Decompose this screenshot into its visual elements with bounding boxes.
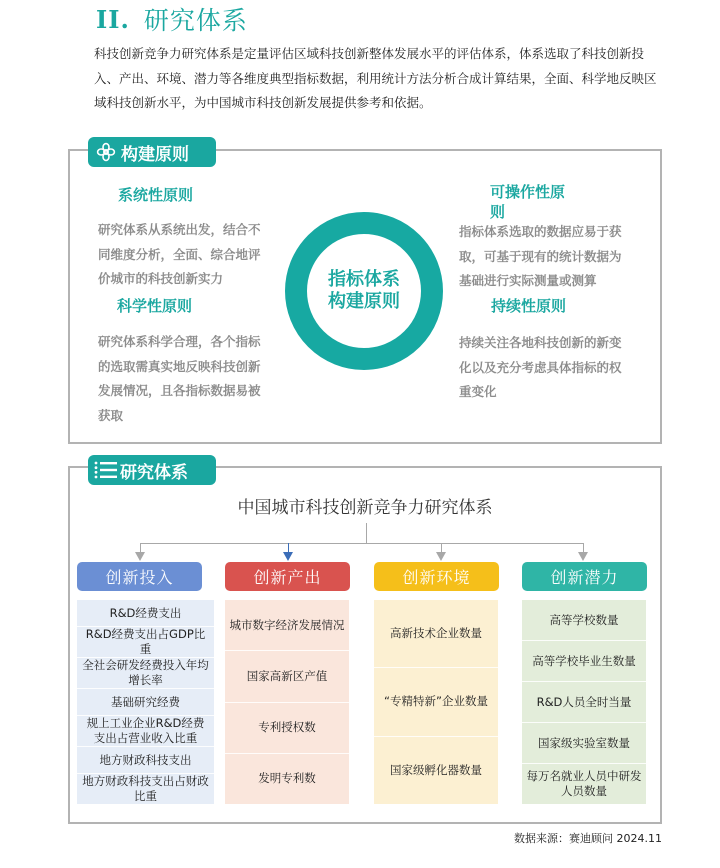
principle-sustainable-body: 持续关注各地科技创新的新变化以及充分考虑具体指标的权重变化 [459, 335, 622, 399]
system-badge-label: 研究体系 [120, 462, 188, 483]
indicator-cell: “专精特新”企业数量 [374, 668, 498, 736]
indicator-cell: 地方财政科技支出 [77, 747, 214, 774]
principle-scientific-title: 科学性原则 [117, 297, 193, 315]
indicator-cell: 国家级孵化器数量 [374, 737, 498, 804]
category-potential-column [522, 600, 646, 804]
category-input-column [77, 600, 214, 804]
section-heading: 研究体系 [143, 6, 248, 35]
indicator-cell: 专利授权数 [225, 703, 349, 754]
indicator-cell: 城市数字经济发展情况 [225, 600, 349, 651]
indicator-cell: 发明专利数 [225, 754, 349, 804]
indicator-cell: 国家高新区产值 [225, 651, 349, 702]
category-output-column [225, 600, 349, 804]
indicator-cell: 高等学校数量 [522, 600, 646, 641]
indicator-cell: R&D人员全时当量 [522, 682, 646, 723]
system-badge [88, 455, 216, 485]
tree-title: 中国城市科技创新竞争力研究体系 [237, 498, 493, 518]
list-icon [94, 460, 118, 480]
indicator-cell: 地方财政科技支出占财政比重 [77, 774, 214, 804]
data-source-note: 数据来源：赛迪顾问 2024.11 [514, 832, 662, 845]
ring-text-line1: 指标体系 [328, 269, 400, 290]
arrow-down-icon [283, 552, 293, 561]
indicator-cell: 基础研究经费 [77, 689, 214, 716]
principle-operable-body: 指标体系选取的数据应易于获取，可基于现有的统计数据为基础进行实际测量或测算 [459, 224, 622, 288]
category-input-header: 创新投入 [77, 562, 202, 591]
indicator-cell: 高新技术企业数量 [374, 600, 498, 668]
principle-systematic-body: 研究体系从系统出发，结合不同维度分析，全面、综合地评价城市的科技创新实力 [98, 222, 261, 286]
arrow-down-icon [578, 552, 588, 561]
indicator-cell: 国家级实验室数量 [522, 723, 646, 764]
center-ring [285, 212, 443, 370]
category-potential-header: 创新潜力 [522, 562, 647, 591]
principles-badge-label: 构建原则 [121, 144, 189, 165]
tree-branch-line [140, 543, 584, 544]
principles-badge [88, 137, 216, 167]
section-title [96, 2, 248, 36]
indicator-cell: 规上工业企业R&D经费支出占营业收入比重 [77, 716, 214, 747]
indicator-cell: 全社会研发经费投入年均增长率 [77, 658, 214, 689]
indicator-cell: 每万名就业人员中研发人员数量 [522, 764, 646, 804]
principle-scientific-body: 研究体系科学合理，各个指标的选取需真实地反映科技创新发展情况，且各指标数据易被获取 [98, 334, 261, 423]
indicator-cell: 高等学校毕业生数量 [522, 641, 646, 682]
tree-trunk-line [366, 523, 367, 543]
principle-systematic-title: 系统性原则 [118, 186, 194, 204]
ring-text-line2: 构建原则 [328, 291, 400, 312]
indicator-cell: R&D经费支出 [77, 600, 214, 627]
category-output-header: 创新产出 [225, 562, 350, 591]
principle-sustainable-title: 持续性原则 [491, 297, 567, 315]
category-environment-column [374, 600, 498, 804]
indicator-cell: R&D经费支出占GDP比重 [77, 627, 214, 658]
intro-paragraph: 科技创新竞争力研究体系是定量评估区域科技创新整体发展水平的评估体系，体系选取了科技创新投入、产出、环境、潜力等各维度典型指标数据，利用统计方法分析合成计算结果，全面、科学地反映区域科技创新水平，为中国城市科技创新发展提供参考和依据。 [94, 46, 657, 110]
category-environment-header: 创新环境 [374, 562, 499, 591]
arrow-down-icon [135, 552, 145, 561]
arrow-down-icon [436, 552, 446, 561]
section-number: II. [96, 4, 130, 34]
flower-icon [96, 142, 116, 162]
principle-operable-title: 可操作性原 则 [490, 183, 566, 221]
